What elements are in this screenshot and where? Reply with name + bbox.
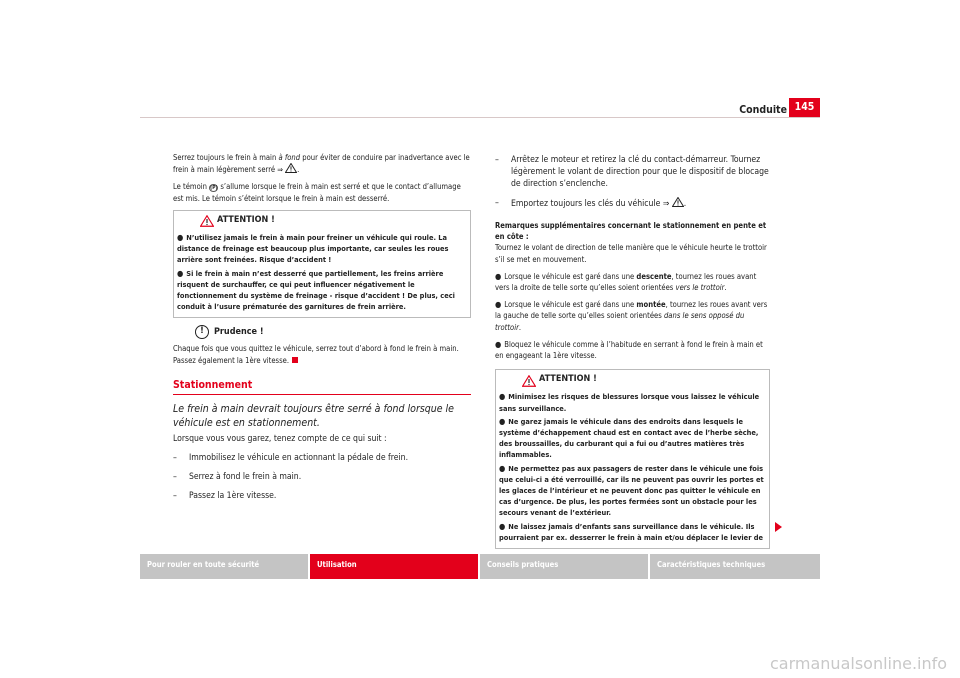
text-span: . (724, 283, 727, 293)
chapter-title: Conduite (739, 104, 787, 116)
warning-item-text: Minimisez les risques de blessures lorsque vous laissez le véhicule sans surveillance. (499, 392, 760, 413)
text-span: Lorsque le véhicule est garé dans une (504, 271, 637, 281)
footer-tab-safety[interactable]: Pour rouler en toute sécurité (140, 554, 308, 579)
left-column (173, 152, 471, 502)
warning-item-text: N’utilisez jamais le frein à main pour freiner un véhicule qui roule. La distance de freinage est beaucoup plus importante, car seules les roues arrière sont freinées. Risque d’accident ! (177, 233, 449, 265)
footer-tab-conseils[interactable]: Conseils pratiques (480, 554, 648, 579)
warning-item: ● N’utilisez jamais le frein à main pour freiner un véhicule qui roule. La distance de freinage est beaucoup plus importante, car seules les roues arrière sont freinées. Risque d’accident ! (177, 233, 449, 265)
watermark: carmanualsonline.info (770, 654, 948, 673)
step-text: Passez la 1ère vitesse. (189, 491, 277, 502)
paragraph-handbrake-full (173, 152, 471, 175)
warning-header (496, 370, 769, 389)
bullet-montee: ● Lorsque le véhicule est garé dans une montée, tournez les roues avant vers la gauche de telle sorte qu’elles soient orientées dans le sens opposé du trottoir. (495, 300, 768, 332)
warning-title: ATTENTION ! (217, 214, 275, 225)
exclamation-circle-icon: ! (195, 325, 209, 339)
warning-triangle-icon (522, 375, 534, 385)
caution-header (195, 325, 471, 339)
bold-term: descente (636, 271, 672, 281)
step-text: Immobilisez le véhicule en actionnant la pédale de frein. (189, 453, 409, 464)
text-span: . (297, 165, 300, 175)
text-span: Lorsque le véhicule est garé dans une (504, 300, 637, 310)
warning-box-2 (495, 369, 770, 549)
emphasis: vers le trottoir (675, 283, 725, 293)
warning-item: ● Ne garez jamais le véhicule dans des endroits dans lesquels le système d’échappement chaud est en contact avec de l’herbe sèche, des broussailles, du carburant qui a fui ou d’autres matières très inflammables. (499, 416, 759, 460)
footer-tab-caracteristiques[interactable]: Caractéristiques techniques (650, 554, 820, 579)
next-page-arrow-icon[interactable] (775, 522, 782, 532)
warning-box-1 (173, 210, 471, 319)
paragraph-lamp (173, 181, 471, 203)
section-lead: Le frein à main devrait toujours être serré à fond lorsque le véhicule est en stationnement. (173, 403, 454, 430)
warning-triangle-icon (285, 163, 300, 175)
right-column (495, 154, 770, 556)
step-item: – Emportez toujours les clés du véhicule ⇒ . (495, 198, 687, 209)
step-text: Serrez à fond le frein à main. (189, 472, 302, 483)
emphasis: à fond (278, 153, 301, 162)
text-span: . (518, 322, 522, 332)
text-span: pour éviter de conduire par inadvertance avec le frein à main légèrement serré ⇒ (173, 153, 470, 175)
bullet-descente: ● Lorsque le véhicule est garé dans une descente, tournez les roues avant vers la droite de telle sorte qu’elles soient orientées vers le trottoir. (495, 271, 757, 293)
text-span: Chaque fois que vous quittez le véhicule, serrez tout d’abord à fond le frein à main. Passez également la 1ère vitesse. (173, 344, 459, 365)
sub-intro: Tournez le volant de direction de telle manière que le véhicule heurte le trottoir s’il se met en mouvement. (495, 243, 767, 264)
text-span: , tournez les roues avant vers la gauche de telle sorte qu’elles soient orientées (495, 300, 768, 321)
text-span: Serrez toujours le frein à main (173, 153, 279, 162)
warning-item-text: Ne laissez jamais d’enfants sans surveillance dans le véhicule. Ils pourraient par ex. desserrer le frein à main et/ou déplacer le levier de (499, 521, 764, 542)
warning-item-text: Ne permettez pas aux passagers de rester dans le véhicule une fois que celui-ci a été verrouillé, car ils ne peuvent pas ouvrir les portes et les glaces de l’intérieur et ne peuvent donc pas quitter le véhicule en cas d’urgence. De plus, les portes fermées sont un obstacle pour les secours venant de l’extérieur. (499, 463, 764, 518)
warning-body (174, 230, 470, 317)
text-span: . (683, 199, 687, 209)
header-divider (140, 117, 820, 118)
warning-header (174, 211, 470, 230)
footer-tab-utilisation[interactable]: Utilisation (310, 554, 478, 579)
text-span: Le témoin (173, 182, 210, 192)
section-intro: Lorsque vous vous garez, tenez compte de ce qui suit : (173, 434, 387, 445)
page-number: 145 (789, 98, 820, 117)
caution-text (173, 343, 471, 365)
text-span: Bloquez le véhicule comme à l’habitude en serrant à fond le frein à main et en engageant la 1ère vitesse. (495, 339, 763, 361)
warning-title: ATTENTION ! (539, 374, 597, 385)
subheading: Remarques supplémentaires concernant le stationnement en pente et en côte : (495, 221, 767, 242)
step-item: – Serrez à fond le frein à main. (173, 472, 302, 483)
warning-item-text: Ne garez jamais le véhicule dans des endroits dans lesquels le système d’échappement chaud est en contact avec de l’herbe sèche, des broussailles, du carburant qui a fui ou d’autres matières très inflammables. (499, 416, 759, 460)
warning-triangle-icon (200, 215, 212, 225)
text-span: , tournez les roues avant vers la droite de telle sorte qu’elles soient orientées (495, 271, 757, 293)
end-marker-icon (292, 357, 298, 363)
section-title: Stationnement (173, 380, 471, 395)
warning-triangle-icon (672, 197, 687, 209)
step-item: – Immobilisez le véhicule en actionnant la pédale de frein. (173, 453, 409, 464)
step-item: – Passez la 1ère vitesse. (173, 491, 277, 502)
handbrake-lamp-icon: (P) (210, 185, 218, 192)
bold-term: montée (636, 300, 666, 310)
caution-title: Prudence ! (214, 326, 264, 337)
warning-item-text: Si le frein à main n’est desserré que partiellement, les freins arrière risquent de surchauffer, ce qui peut influencer négativement le fonctionnement du système de freinage - risque d’accident ! De plus, ceci conduit à l’usure prématurée des garnitures de frein arrière. (177, 268, 455, 312)
bullet-block: ● Bloquez le véhicule comme à l’habitude en serrant à fond le frein à main et en engageant la 1ère vitesse. (495, 339, 763, 361)
warning-item: ● Ne laissez jamais d’enfants sans surveillance dans le véhicule. Ils pourraient par ex. desserrer le frein à main et/ou déplacer le levier de (499, 521, 764, 542)
step-item: – Arrêtez le moteur et retirez la clé du contact-démarreur. Tournez légèrement le volant de direction pour que le dispositif de blocage de direction s’enclenche. (495, 155, 769, 189)
warning-item: ● Ne permettez pas aux passagers de rester dans le véhicule une fois que celui-ci a été verrouillé, car ils ne peuvent pas ouvrir les portes et les glaces de l’intérieur et ne peuvent donc pas quitter le véhicule en cas d’urgence. De plus, les portes fermées sont un obstacle pour les secours venant de l’extérieur. (499, 463, 764, 518)
emphasis: dans le sens opposé du trottoir (495, 311, 745, 332)
text-span: s’allume lorsque le frein à main est serré et que le contact d’allumage est mis. Le témoin s’éteint lorsque le frein à main est desserré. (173, 182, 461, 203)
step-text: Arrêtez le moteur et retirez la clé du contact-démarreur. Tournez légèrement le volant de direction pour que le dispositif de blocage de direction s’enclenche. (511, 155, 769, 189)
warning-body (496, 389, 769, 548)
warning-item: ● Si le frein à main n’est desserré que partiellement, les freins arrière risquent de surchauffer, ce qui peut influencer négativement le fonctionnement du système de freinage - risque d’accident ! De plus, ceci conduit à l’usure prématurée des garnitures de frein arrière. (177, 268, 455, 312)
warning-item: ● Minimisez les risques de blessures lorsque vous laissez le véhicule sans surveillance. (499, 392, 760, 413)
step-text: Emportez toujours les clés du véhicule ⇒ (511, 199, 672, 209)
